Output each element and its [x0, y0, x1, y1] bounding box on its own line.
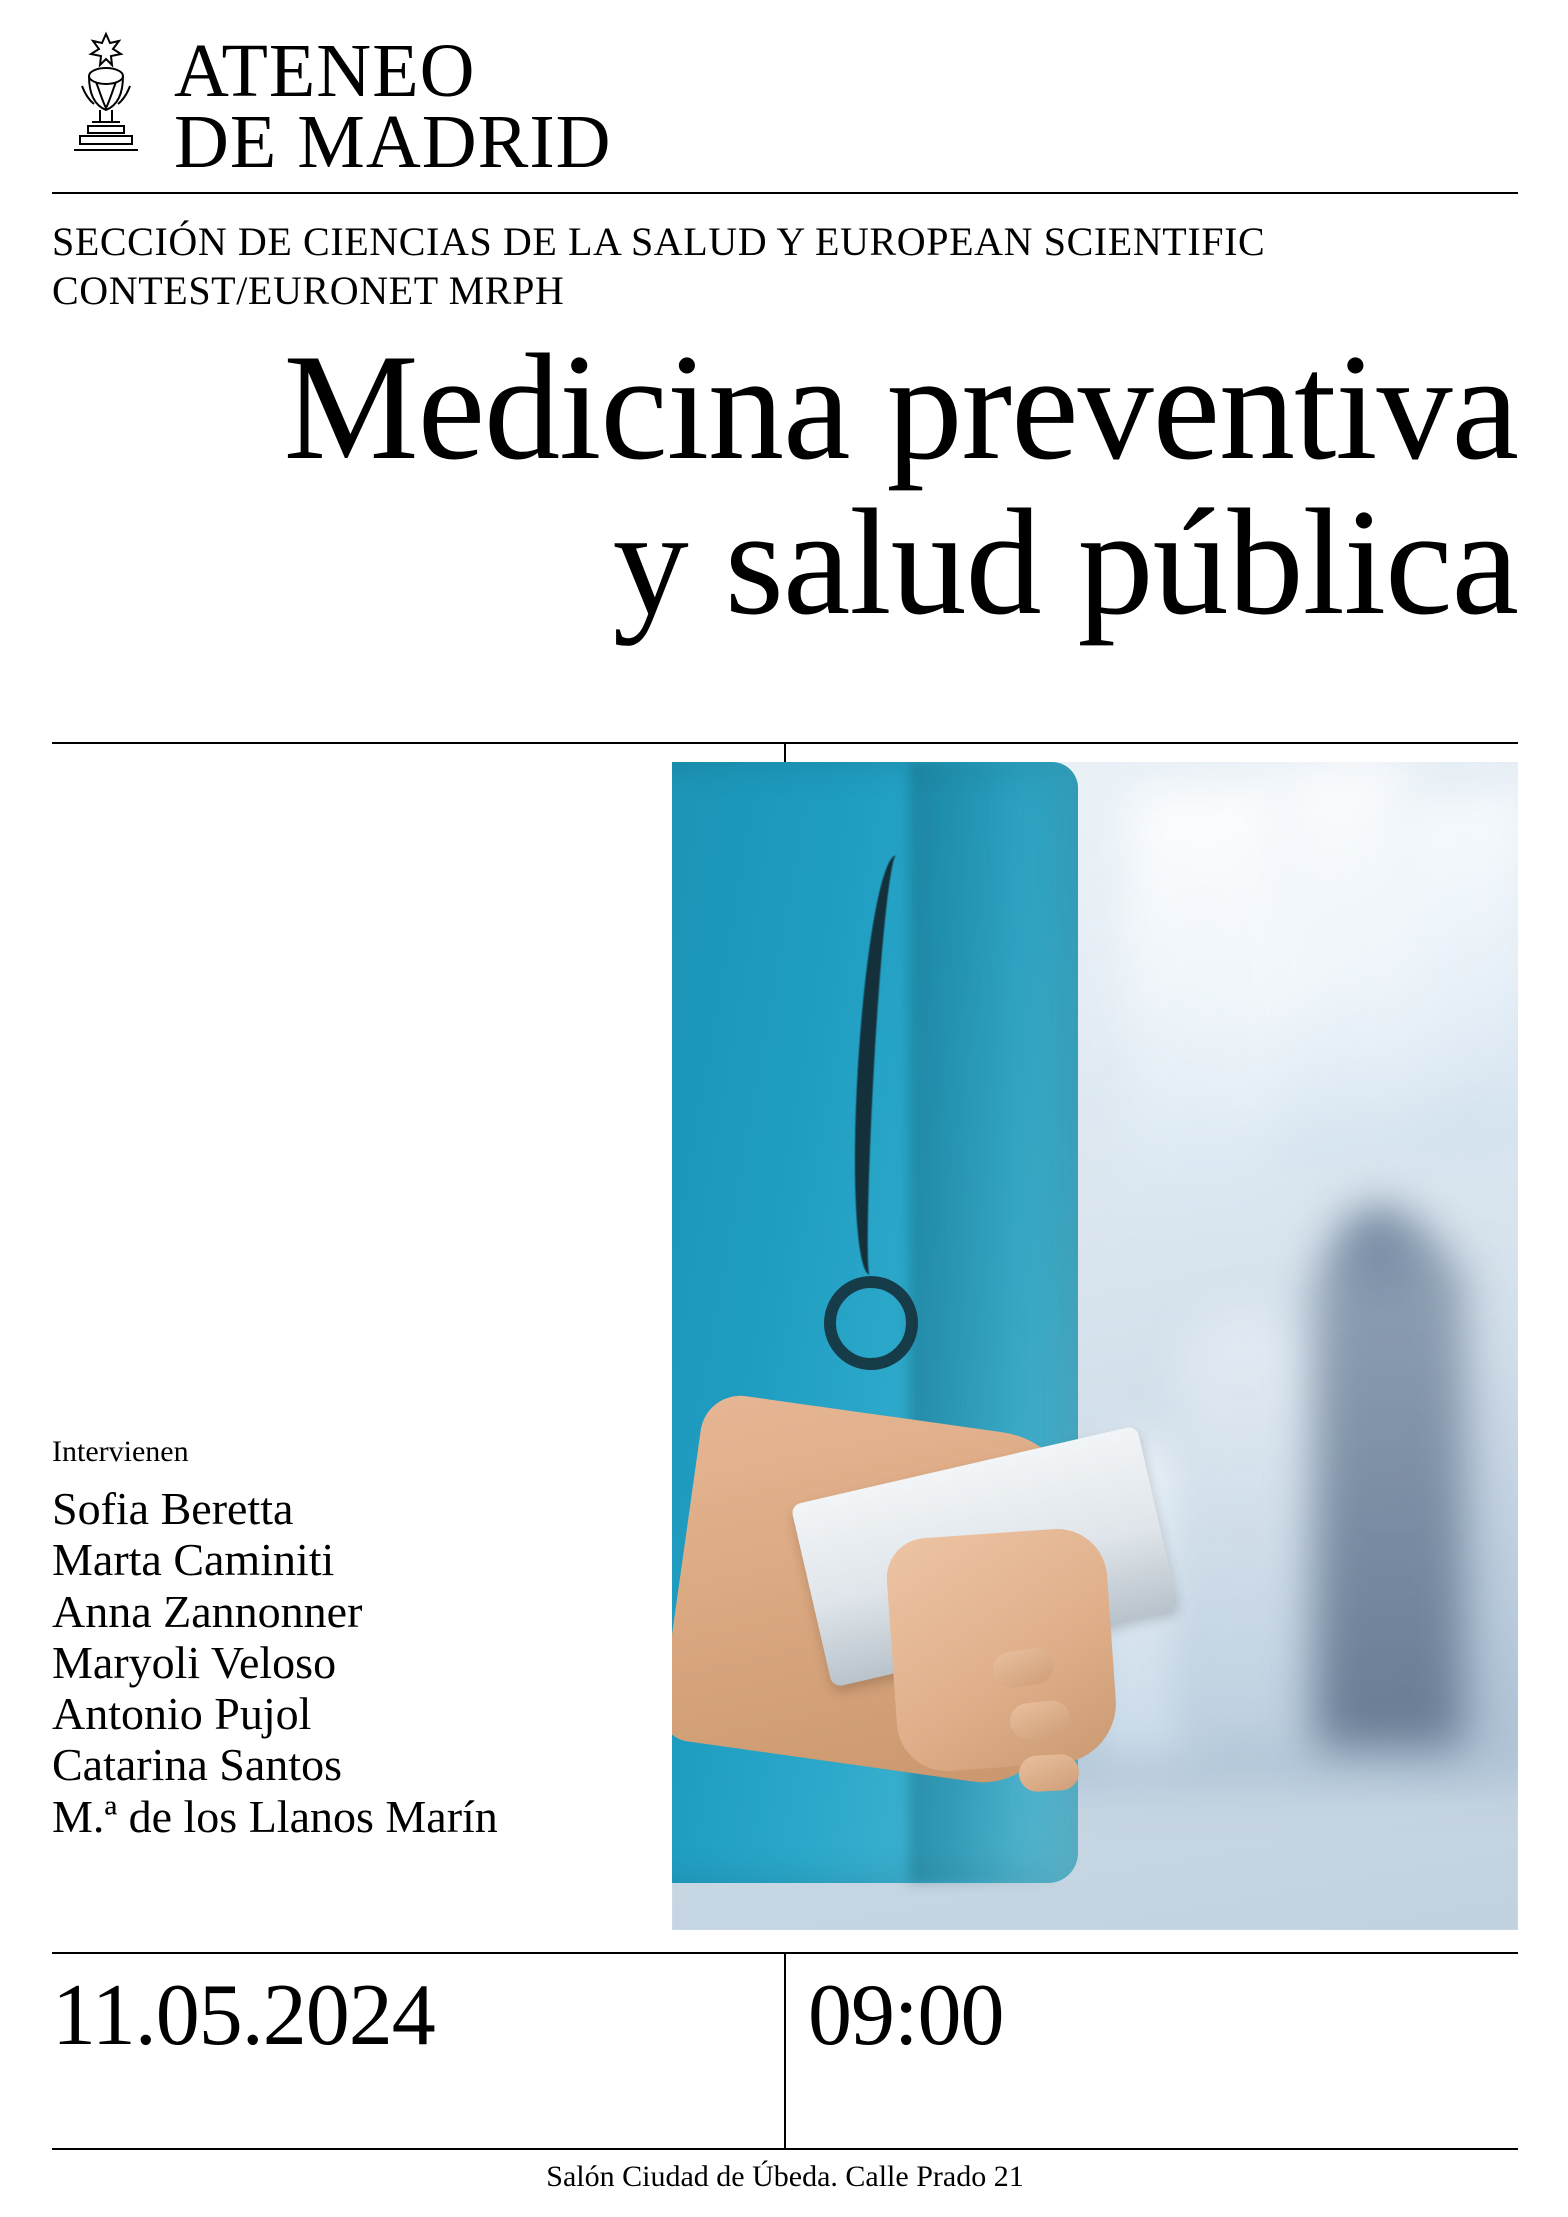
doctor-finger-3 — [1018, 1753, 1080, 1792]
hero-image — [672, 762, 1518, 1930]
background-figure-1 — [1180, 1311, 1310, 1741]
list-item: Sofia Beretta — [52, 1483, 294, 1534]
event-date: 11.05.2024 — [52, 1967, 435, 2064]
organization-logo — [52, 29, 1518, 184]
speakers-block — [52, 1432, 652, 1842]
section-label: SECCIÓN DE CIENCIAS DE LA SALUD Y EUROPEAN SCIENTIFIC CONTEST/EURONET MRPH — [52, 219, 1266, 313]
organization-line2: DE MADRID — [174, 99, 612, 184]
page-title-line2: y salud pública — [612, 478, 1518, 647]
event-time: 09:00 — [808, 1967, 1004, 2064]
list-item: Maryoli Veloso — [52, 1636, 337, 1688]
stethoscope-bell-icon — [824, 1276, 918, 1370]
page-title — [52, 323, 1518, 647]
window-blur-1 — [1129, 777, 1279, 1223]
speakers-list — [52, 1483, 652, 1842]
list-item: M.ª de los Llanos Marín — [52, 1790, 498, 1842]
list-item: Anna Zannonner — [52, 1585, 363, 1637]
event-venue: Salón Ciudad de Úbeda. Calle Prado 21 — [546, 2160, 1024, 2193]
window-blur-3 — [1400, 792, 1518, 1161]
page-title-line1: Medicina preventiva — [283, 323, 1518, 491]
organization-wordmark — [174, 29, 612, 184]
divider-footer — [52, 2148, 1518, 2150]
background-figure-2-head — [1340, 1206, 1418, 1292]
background-figure-2 — [1315, 1229, 1465, 1749]
divider-top — [52, 192, 1518, 194]
doctor-hand — [884, 1525, 1120, 1773]
speakers-intro: Intervienen — [52, 1435, 189, 1468]
ateneo-crest-icon — [52, 30, 160, 162]
organization-line1: ATENEO — [174, 29, 476, 113]
divider-vertical-date — [784, 1952, 786, 2148]
window-blur-2 — [1281, 762, 1401, 1167]
list-item: Marta Caminiti — [52, 1534, 335, 1586]
list-item: Antonio Pujol — [52, 1688, 312, 1740]
list-item: Catarina Santos — [52, 1739, 342, 1791]
